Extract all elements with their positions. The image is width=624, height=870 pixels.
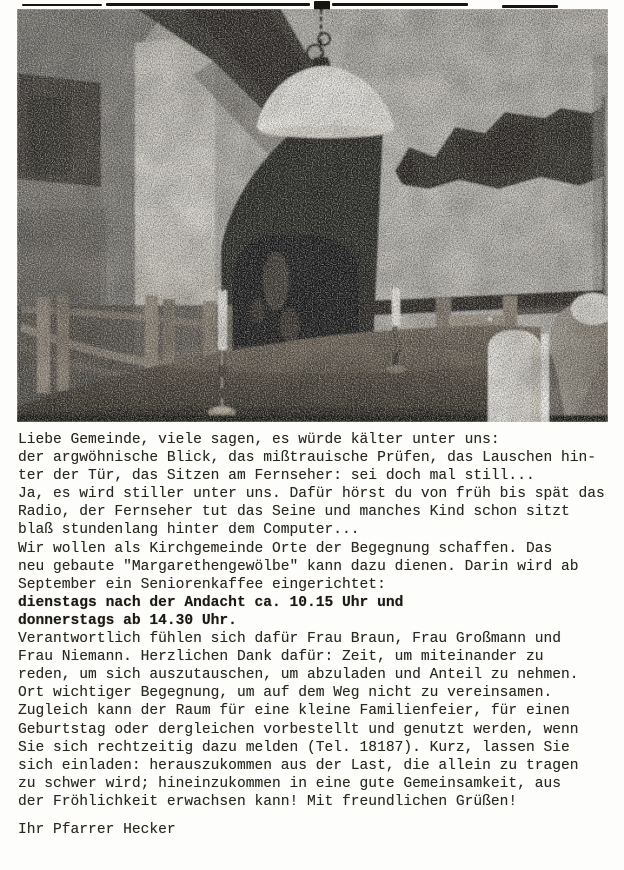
signature: Ihr Pfarrer Hecker (18, 822, 176, 838)
text-line-bold: dienstags nach der Andacht ca. 10.15 Uhr und (18, 594, 404, 611)
text-line: Ja, es wird stiller unter uns. Dafür hörst du von früh bis spät das (18, 486, 605, 503)
text-line: reden, um sich auszutauschen, um abzuladen und Anteil zu nehmen. (18, 667, 579, 684)
text-line: der argwöhnische Blick, das mißtrauische Prüfen, das Lauschen hin- (18, 450, 597, 467)
scan-artifact (22, 4, 102, 6)
text-line: neu gebaute "Margarethengewölbe" kann dazu dienen. Darin wird ab (18, 558, 579, 575)
text-line: sich einladen: herauszukommen aus der Last, die allein zu tragen (18, 757, 579, 774)
text-line: Verantwortlich fühlen sich dafür Frau Braun, Frau Großmann und (18, 631, 561, 648)
text-line: Ort wichtiger Begegnung, um auf dem Weg nicht zu vereinsamen. (18, 685, 553, 702)
text-line: der Fröhlichkeit erwachsen kann! Mit freundlichen Grüßen! (18, 793, 518, 810)
text-line: ter der Tür, das Sitzen am Fernseher: sei doch mal still... (18, 468, 535, 485)
photo (17, 9, 608, 422)
text-line: Radio, der Fernseher tut das Seine und manches Kind schon sitzt (18, 504, 570, 521)
article-text (18, 431, 616, 811)
text-line: Zugleich kann der Raum für eine kleine Familienfeier, für einen (18, 703, 570, 720)
photo-grain-light (17, 9, 608, 422)
text-line: Geburtstag oder dergleichen vorbestellt und genutzt werden, wenn (18, 721, 579, 738)
scan-artifact (332, 3, 468, 6)
text-line: zu schwer wird; hineinzukommen in eine gute Gemeinsamkeit, aus (18, 775, 561, 792)
scan-artifact (106, 3, 310, 6)
text-line: September ein Seniorenkaffee eingerichtet: (18, 576, 386, 593)
text-line: Liebe Gemeinde, viele sagen, es würde kälter unter uns: (18, 432, 500, 448)
text-line: blaß stundenlang hinter dem Computer... (18, 522, 360, 539)
text-line: Frau Niemann. Herzlichen Dank dafür: Zeit, um miteinander zu (18, 649, 544, 666)
text-line-bold: donnerstags ab 14.30 Uhr. (18, 612, 237, 629)
text-line: Wir wollen als Kirchgemeinde Orte der Begegnung schaffen. Das (18, 540, 553, 557)
text-line: Sie sich rechtzeitig dazu melden (Tel. 18187). Kurz, lassen Sie (18, 739, 570, 756)
scan-artifact (502, 5, 558, 8)
